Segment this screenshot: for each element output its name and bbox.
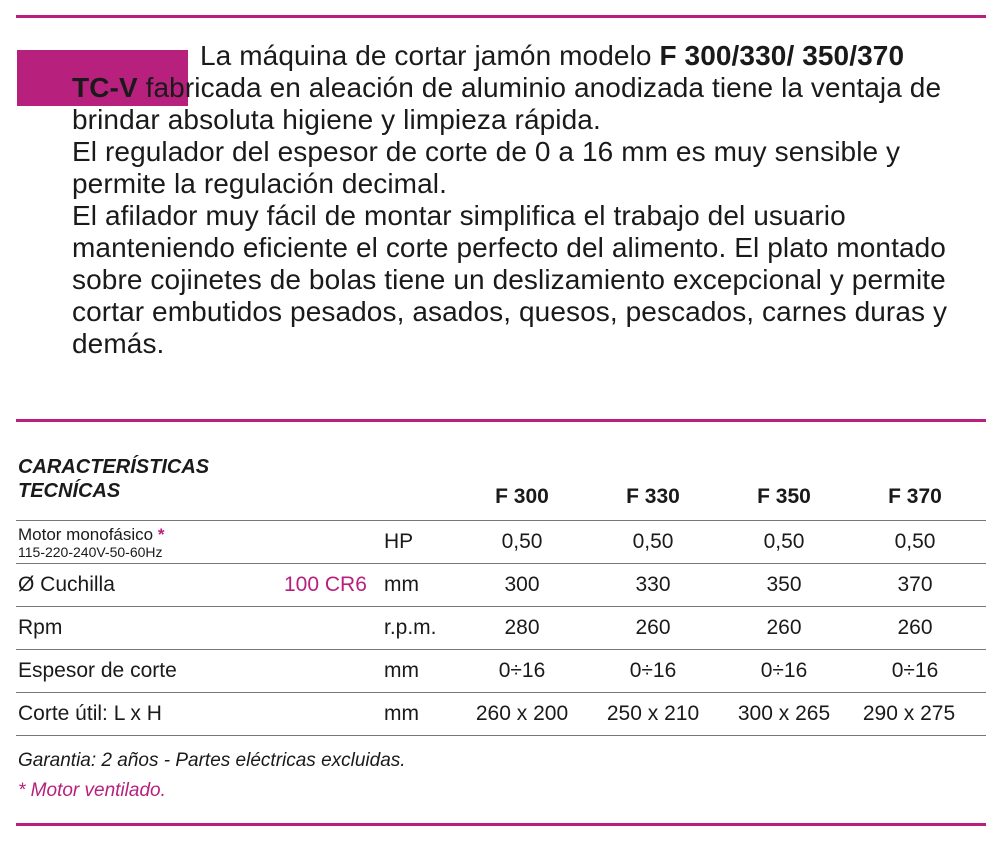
value-cell: 290 x 275	[862, 702, 956, 725]
intro-text-start: La máquina de cortar jamón modelo	[200, 40, 660, 71]
top-divider	[16, 15, 986, 18]
model-name: F 300/330/ 350/370 TC-V	[72, 40, 905, 103]
value-cell: 0÷16	[498, 659, 546, 682]
row-unit: r.p.m.	[384, 616, 437, 639]
value-cell: 0,50	[894, 530, 936, 553]
table-row-thickness	[16, 650, 986, 693]
model-header-f370: F 370	[888, 485, 942, 508]
value-cell: 0÷16	[760, 659, 808, 682]
warranty-note: Garantia: 2 años - Partes eléctricas excluidas.	[18, 750, 406, 771]
spec-title	[18, 455, 209, 503]
middle-divider	[16, 419, 986, 422]
row-unit: mm	[384, 702, 419, 725]
value-cell: 0,50	[501, 530, 543, 553]
row-label: Rpm	[18, 616, 63, 639]
value-cell: 280	[504, 616, 540, 639]
motor-voltage: 115-220-240V-50-60Hz	[18, 544, 163, 560]
row-label: Espesor de corte	[18, 659, 177, 682]
value-cell: 0,50	[632, 530, 674, 553]
value-cell: 0÷16	[891, 659, 939, 682]
motor-star: *	[157, 525, 165, 544]
value-cell: 300	[504, 573, 540, 596]
row-unit: mm	[384, 573, 419, 596]
spec-title-line-2: TECNÍCAS	[18, 480, 121, 502]
intro-text	[72, 40, 952, 360]
row-unit: HP	[384, 530, 414, 553]
row-unit: mm	[384, 659, 419, 682]
table-row-rpm	[16, 607, 986, 650]
value-cell: 330	[635, 573, 671, 596]
intro-text-end: fabricada en aleación de aluminio anodizada tiene la ventaja de brindar absoluta higiene y limpieza rápida.	[72, 72, 942, 135]
intro-paragraph-2: El regulador del espesor de corte de 0 a 16 mm es muy sensible y permite la regulación decimal.	[72, 136, 901, 199]
model-header-f330: F 330	[626, 485, 680, 508]
row-label	[18, 526, 164, 544]
value-cell: 260	[635, 616, 671, 639]
motor-footnote: * Motor ventilado.	[18, 780, 166, 801]
model-header-f300: F 300	[495, 485, 549, 508]
motor-label: Motor monofásico	[18, 525, 154, 544]
row-label: Ø Cuchilla	[18, 573, 115, 596]
table-row-blade	[16, 564, 986, 607]
bottom-divider	[16, 823, 986, 826]
row-label: Corte útil: L x H	[18, 702, 162, 725]
value-cell: 300 x 265	[737, 702, 831, 725]
value-cell: 0÷16	[629, 659, 677, 682]
table-row-motor	[16, 520, 986, 564]
spec-title-line-1: CARACTERÍSTICAS	[18, 456, 210, 478]
model-header-f350: F 350	[757, 485, 811, 508]
value-cell: 260 x 200	[475, 702, 569, 725]
intro-paragraph-3: El afilador muy fácil de montar simplifica el trabajo del usuario manteniendo eficiente el corte perfecto del alimento. El plato montado sobre cojinetes de bolas tiene un deslizamiento excepcional y permite cortar embutidos pesados, asados, quesos, pescados, carnes duras y demás.	[72, 200, 948, 359]
value-cell: 350	[766, 573, 802, 596]
value-cell: 0,50	[763, 530, 805, 553]
value-cell: 250 x 210	[606, 702, 700, 725]
table-row-cut-size	[16, 693, 986, 736]
value-cell: 260	[766, 616, 802, 639]
value-cell: 370	[897, 573, 933, 596]
blade-steel-note: 100 CR6	[284, 573, 367, 596]
intro-paragraph-1	[72, 40, 952, 136]
value-cell: 260	[897, 616, 933, 639]
